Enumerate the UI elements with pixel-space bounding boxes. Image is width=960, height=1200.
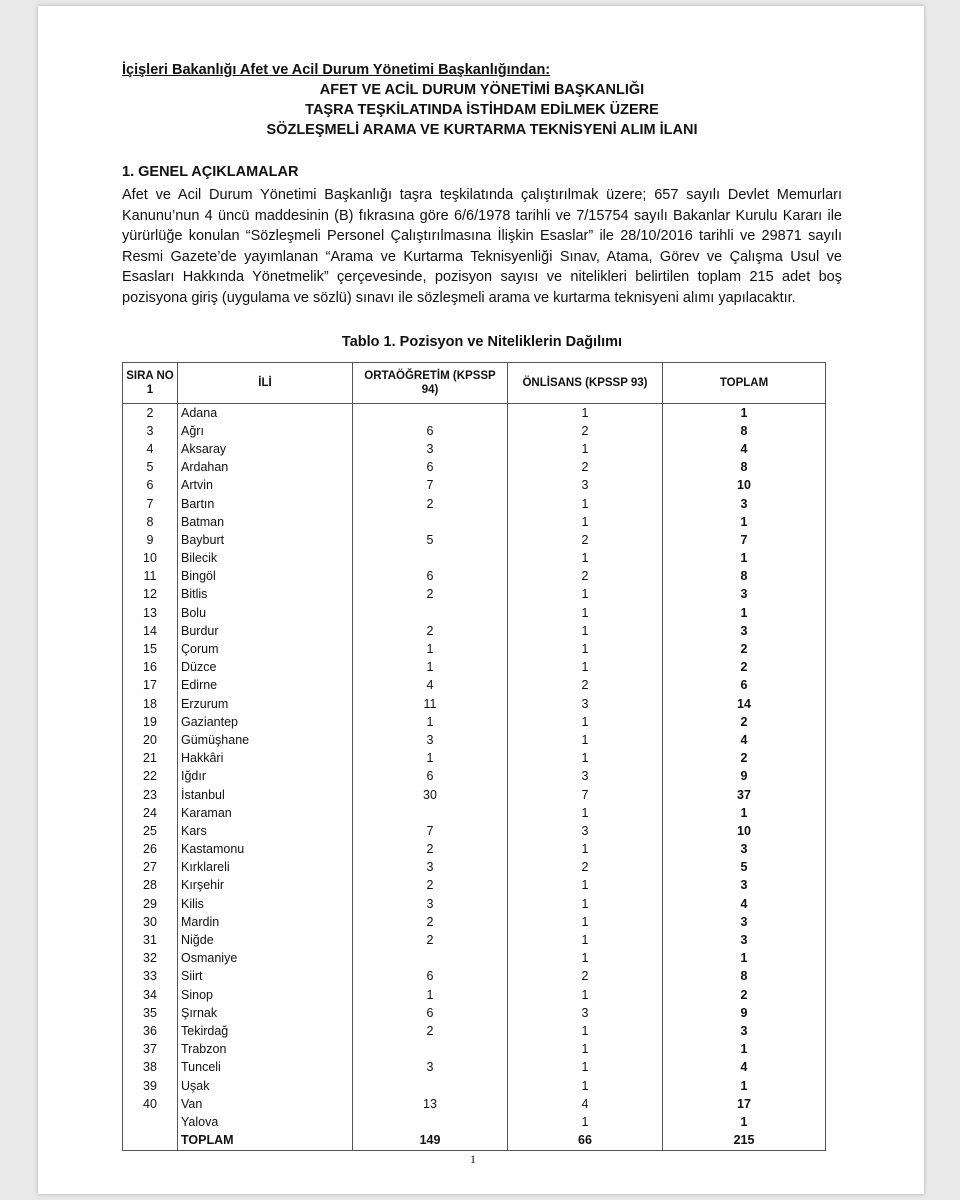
title-line-2: TAŞRA TEŞKİLATINDA İSTİHDAM EDİLMEK ÜZERE — [305, 102, 659, 118]
cell-il: Bilecik — [178, 550, 353, 568]
cell-il: Edirne — [178, 677, 353, 695]
table-row — [123, 459, 826, 477]
cell-sira-no: 24 — [123, 804, 178, 822]
cell-ortaogretim: 1 — [353, 640, 508, 658]
cell-sira-no: 26 — [123, 841, 178, 859]
cell-il: Hakkâri — [178, 750, 353, 768]
cell-toplam: 9 — [663, 768, 826, 786]
positions-table — [122, 362, 826, 1151]
cell-il: Trabzon — [178, 1041, 353, 1059]
cell-toplam: 17 — [663, 1095, 826, 1113]
cell-il: Ağrı — [178, 422, 353, 440]
cell-sira-no: 3 — [123, 422, 178, 440]
cell-il: Sinop — [178, 986, 353, 1004]
cell-toplam: 2 — [663, 713, 826, 731]
cell-onlisans: 2 — [508, 968, 663, 986]
cell-ortaogretim: 7 — [353, 822, 508, 840]
cell-sira-no: 7 — [123, 495, 178, 513]
cell-blank — [123, 1132, 178, 1151]
cell-ortaogretim — [353, 804, 508, 822]
cell-sira-no: 2 — [123, 404, 178, 423]
cell-toplam: 1 — [663, 950, 826, 968]
cell-toplam: 14 — [663, 695, 826, 713]
cell-ortaogretim: 30 — [353, 786, 508, 804]
cell-il: Bayburt — [178, 531, 353, 549]
cell-il: Bolu — [178, 604, 353, 622]
table-row — [123, 531, 826, 549]
cell-il: Osmaniye — [178, 950, 353, 968]
cell-il: Iğdır — [178, 768, 353, 786]
cell-toplam: 3 — [663, 1022, 826, 1040]
cell-toplam: 1 — [663, 1113, 826, 1131]
table-row — [123, 1077, 826, 1095]
cell-sira-no: 33 — [123, 968, 178, 986]
cell-toplam: 8 — [663, 968, 826, 986]
cell-ortaogretim: 6 — [353, 568, 508, 586]
total-toplam: 215 — [663, 1132, 826, 1151]
cell-onlisans: 1 — [508, 440, 663, 458]
cell-toplam: 10 — [663, 477, 826, 495]
table-caption: Tablo 1. Pozisyon ve Niteliklerin Dağılımı — [341, 334, 623, 350]
cell-onlisans: 1 — [508, 931, 663, 949]
table-row — [123, 913, 826, 931]
cell-toplam: 1 — [663, 404, 826, 423]
cell-sira-no: 18 — [123, 695, 178, 713]
cell-sira-no: 36 — [123, 1022, 178, 1040]
table-row — [123, 1113, 826, 1131]
cell-toplam: 1 — [663, 1077, 826, 1095]
table-row — [123, 931, 826, 949]
cell-onlisans: 3 — [508, 1004, 663, 1022]
cell-onlisans: 1 — [508, 986, 663, 1004]
table-row — [123, 786, 826, 804]
cell-toplam: 3 — [663, 841, 826, 859]
cell-toplam: 2 — [663, 659, 826, 677]
cell-onlisans: 2 — [508, 422, 663, 440]
cell-sira-no: 9 — [123, 531, 178, 549]
cell-il: Kırklareli — [178, 859, 353, 877]
cell-toplam: 8 — [663, 568, 826, 586]
header-ortaogretim: ORTAÖĞRETİM (KPSSP 94) — [353, 363, 508, 404]
table-row — [123, 622, 826, 640]
table-row — [123, 859, 826, 877]
cell-sira-no: 35 — [123, 1004, 178, 1022]
cell-il: İstanbul — [178, 786, 353, 804]
cell-toplam: 7 — [663, 531, 826, 549]
cell-ortaogretim: 5 — [353, 531, 508, 549]
cell-ortaogretim: 3 — [353, 731, 508, 749]
cell-sira-no: 5 — [123, 459, 178, 477]
table-row — [123, 568, 826, 586]
table-row — [123, 895, 826, 913]
cell-sira-no: 10 — [123, 550, 178, 568]
table-row — [123, 513, 826, 531]
cell-onlisans: 1 — [508, 950, 663, 968]
cell-toplam: 1 — [663, 513, 826, 531]
cell-il: Ardahan — [178, 459, 353, 477]
cell-ortaogretim: 3 — [353, 859, 508, 877]
cell-sira-no: 22 — [123, 768, 178, 786]
cell-il: Kars — [178, 822, 353, 840]
cell-il: Kastamonu — [178, 841, 353, 859]
cell-sira-no: 40 — [123, 1095, 178, 1113]
cell-onlisans: 1 — [508, 841, 663, 859]
table-row — [123, 495, 826, 513]
cell-sira-no: 29 — [123, 895, 178, 913]
cell-ortaogretim: 2 — [353, 1022, 508, 1040]
header-il: İLİ — [178, 363, 353, 404]
cell-toplam: 3 — [663, 913, 826, 931]
cell-ortaogretim: 2 — [353, 877, 508, 895]
cell-il: Bitlis — [178, 586, 353, 604]
cell-toplam: 2 — [663, 640, 826, 658]
cell-ortaogretim: 11 — [353, 695, 508, 713]
cell-il: Burdur — [178, 622, 353, 640]
cell-ortaogretim — [353, 550, 508, 568]
total-label: TOPLAM — [178, 1132, 353, 1151]
cell-toplam: 4 — [663, 731, 826, 749]
section-heading: 1. GENEL AÇIKLAMALAR — [122, 164, 299, 180]
cell-toplam: 3 — [663, 495, 826, 513]
cell-toplam: 9 — [663, 1004, 826, 1022]
cell-onlisans: 1 — [508, 640, 663, 658]
general-paragraph: Afet ve Acil Durum Yönetimi Başkanlığı taşra teşkilatında çalıştırılmak üzere; 657 sayılı Devlet Memurları Kanunu’nun 4 üncü maddesinin (B) fıkrasına göre 6/6/1978 tarihli ve 7/15754 sayılı Bakanlar Kurulu Kararı ile yürürlüğe konulan “Sözleşmeli Personel Çalıştırılmasına İlişkin Esaslar” ile 28/10/2016 tarihli ve 29871 sayılı Resmi Gazete’de yayımlanan “Arama ve Kurtarma Teknisyenliği Sınav, Atama, Görev ve Çalışma Usul ve Esasları Hakkında Yönetmelik” çerçevesinde, pozisyon sayısı ve nitelikleri belirtilen toplam 215 adet boş pozisyona giriş (uygulama ve sözlü) sınavı ile sözleşmeli arama ve kurtarma teknisyeni alımı yapılacaktır. — [122, 187, 842, 306]
cell-ortaogretim: 2 — [353, 586, 508, 604]
table-row — [123, 713, 826, 731]
cell-ortaogretim: 4 — [353, 677, 508, 695]
cell-il: Yalova — [178, 1113, 353, 1131]
table-row — [123, 1041, 826, 1059]
cell-sira-no: 27 — [123, 859, 178, 877]
cell-onlisans: 1 — [508, 713, 663, 731]
cell-sira-no: 14 — [123, 622, 178, 640]
cell-ortaogretim: 1 — [353, 659, 508, 677]
cell-ortaogretim: 6 — [353, 422, 508, 440]
cell-sira-no: 19 — [123, 713, 178, 731]
table-row — [123, 1059, 826, 1077]
cell-sira-no: 31 — [123, 931, 178, 949]
cell-il: Bingöl — [178, 568, 353, 586]
cell-ortaogretim: 1 — [353, 986, 508, 1004]
cell-sira-no: 6 — [123, 477, 178, 495]
cell-il: Adana — [178, 404, 353, 423]
cell-sira-no: 13 — [123, 604, 178, 622]
cell-onlisans: 2 — [508, 531, 663, 549]
cell-ortaogretim: 3 — [353, 440, 508, 458]
title-line-1: AFET VE ACİL DURUM YÖNETİMİ BAŞKANLIĞI — [319, 82, 645, 98]
table-row — [123, 659, 826, 677]
cell-toplam: 1 — [663, 804, 826, 822]
cell-ortaogretim: 3 — [353, 1059, 508, 1077]
cell-toplam: 6 — [663, 677, 826, 695]
cell-toplam: 3 — [663, 622, 826, 640]
cell-onlisans: 1 — [508, 1022, 663, 1040]
table-row — [123, 986, 826, 1004]
cell-onlisans: 1 — [508, 550, 663, 568]
cell-onlisans: 1 — [508, 495, 663, 513]
cell-sira-no: 15 — [123, 640, 178, 658]
cell-il: Mardin — [178, 913, 353, 931]
cell-sira-no: 30 — [123, 913, 178, 931]
table-row — [123, 677, 826, 695]
table-row — [123, 822, 826, 840]
cell-ortaogretim: 6 — [353, 768, 508, 786]
cell-il: Van — [178, 1095, 353, 1113]
cell-toplam: 1 — [663, 550, 826, 568]
table-row — [123, 477, 826, 495]
cell-onlisans: 2 — [508, 459, 663, 477]
cell-ortaogretim — [353, 404, 508, 423]
header-toplam: TOPLAM — [663, 363, 826, 404]
table-row — [123, 440, 826, 458]
cell-onlisans: 2 — [508, 677, 663, 695]
cell-onlisans: 1 — [508, 913, 663, 931]
cell-toplam: 2 — [663, 986, 826, 1004]
cell-ortaogretim — [353, 950, 508, 968]
cell-onlisans: 1 — [508, 1059, 663, 1077]
cell-il: Çorum — [178, 640, 353, 658]
cell-toplam: 8 — [663, 459, 826, 477]
cell-il: Şırnak — [178, 1004, 353, 1022]
cell-onlisans: 3 — [508, 477, 663, 495]
cell-il: Gaziantep — [178, 713, 353, 731]
cell-ortaogretim: 1 — [353, 713, 508, 731]
cell-onlisans: 1 — [508, 622, 663, 640]
cell-onlisans: 1 — [508, 877, 663, 895]
cell-onlisans: 1 — [508, 604, 663, 622]
cell-il: Kilis — [178, 895, 353, 913]
cell-onlisans: 1 — [508, 750, 663, 768]
cell-ortaogretim: 2 — [353, 622, 508, 640]
cell-toplam: 4 — [663, 895, 826, 913]
cell-ortaogretim: 6 — [353, 968, 508, 986]
cell-sira-no: 4 — [123, 440, 178, 458]
cell-ortaogretim: 6 — [353, 1004, 508, 1022]
cell-ortaogretim: 2 — [353, 495, 508, 513]
cell-toplam: 4 — [663, 440, 826, 458]
cell-ortaogretim: 2 — [353, 841, 508, 859]
title-line-3: SÖZLEŞMELİ ARAMA VE KURTARMA TEKNİSYENİ ALIM İLANI — [266, 122, 698, 138]
cell-toplam: 5 — [663, 859, 826, 877]
cell-toplam: 2 — [663, 750, 826, 768]
table-row — [123, 841, 826, 859]
table-row — [123, 604, 826, 622]
cell-onlisans: 1 — [508, 804, 663, 822]
table-row — [123, 695, 826, 713]
cell-toplam: 10 — [663, 822, 826, 840]
cell-sira-no: 39 — [123, 1077, 178, 1095]
table-row — [123, 768, 826, 786]
header-sira: SIRA NO 1 — [123, 363, 178, 404]
cell-sira-no: 37 — [123, 1041, 178, 1059]
cell-il: Niğde — [178, 931, 353, 949]
table-row — [123, 731, 826, 749]
cell-onlisans: 4 — [508, 1095, 663, 1113]
cell-toplam: 8 — [663, 422, 826, 440]
cell-il: Aksaray — [178, 440, 353, 458]
table-row — [123, 877, 826, 895]
table-row — [123, 1095, 826, 1113]
table-row — [123, 804, 826, 822]
cell-sira-no: 17 — [123, 677, 178, 695]
cell-toplam: 37 — [663, 786, 826, 804]
cell-onlisans: 1 — [508, 586, 663, 604]
cell-il: Artvin — [178, 477, 353, 495]
cell-toplam: 3 — [663, 877, 826, 895]
cell-onlisans: 1 — [508, 1077, 663, 1095]
cell-il: Bartın — [178, 495, 353, 513]
cell-sira-no: 28 — [123, 877, 178, 895]
cell-onlisans: 2 — [508, 859, 663, 877]
cell-il: Düzce — [178, 659, 353, 677]
cell-ortaogretim — [353, 604, 508, 622]
total-onlisans: 66 — [508, 1132, 663, 1151]
cell-il: Kırşehir — [178, 877, 353, 895]
total-row — [123, 1132, 826, 1151]
cell-onlisans: 1 — [508, 404, 663, 423]
cell-ortaogretim: 1 — [353, 750, 508, 768]
cell-il: Erzurum — [178, 695, 353, 713]
cell-onlisans: 1 — [508, 731, 663, 749]
cell-toplam: 4 — [663, 1059, 826, 1077]
cell-onlisans: 2 — [508, 568, 663, 586]
cell-toplam: 3 — [663, 586, 826, 604]
table-row — [123, 750, 826, 768]
cell-sira-no: 38 — [123, 1059, 178, 1077]
table-row — [123, 1004, 826, 1022]
table-row — [123, 586, 826, 604]
cell-ortaogretim — [353, 1077, 508, 1095]
cell-ortaogretim: 2 — [353, 913, 508, 931]
cell-toplam: 3 — [663, 931, 826, 949]
table-row — [123, 1022, 826, 1040]
header-onlisans: ÖNLİSANS (KPSSP 93) — [508, 363, 663, 404]
cell-ortaogretim: 13 — [353, 1095, 508, 1113]
cell-onlisans: 1 — [508, 659, 663, 677]
table-row — [123, 550, 826, 568]
institution-line: İçişleri Bakanlığı Afet ve Acil Durum Yönetimi Başkanlığından: — [122, 62, 551, 78]
cell-ortaogretim: 2 — [353, 931, 508, 949]
cell-sira-no: 20 — [123, 731, 178, 749]
cell-il: Siirt — [178, 968, 353, 986]
total-ortaogretim: 149 — [353, 1132, 508, 1151]
table-row — [123, 422, 826, 440]
cell-onlisans: 1 — [508, 513, 663, 531]
cell-ortaogretim: 7 — [353, 477, 508, 495]
cell-il: Karaman — [178, 804, 353, 822]
cell-ortaogretim: 6 — [353, 459, 508, 477]
cell-il: Batman — [178, 513, 353, 531]
table-header-row — [123, 363, 826, 404]
cell-onlisans: 1 — [508, 895, 663, 913]
cell-onlisans: 3 — [508, 768, 663, 786]
cell-onlisans: 3 — [508, 822, 663, 840]
cell-il: Tunceli — [178, 1059, 353, 1077]
cell-onlisans: 1 — [508, 1041, 663, 1059]
table-row — [123, 404, 826, 423]
table-row — [123, 640, 826, 658]
document-heading — [122, 60, 842, 140]
cell-sira-no: 21 — [123, 750, 178, 768]
cell-sira-no: 12 — [123, 586, 178, 604]
cell-il: Tekirdağ — [178, 1022, 353, 1040]
table-row — [123, 968, 826, 986]
cell-sira-no: 16 — [123, 659, 178, 677]
cell-il: Gümüşhane — [178, 731, 353, 749]
cell-toplam: 1 — [663, 1041, 826, 1059]
cell-onlisans: 1 — [508, 1113, 663, 1131]
cell-sira-no: 8 — [123, 513, 178, 531]
page-number: 1 — [470, 1152, 476, 1166]
table-row — [123, 950, 826, 968]
cell-ortaogretim — [353, 1113, 508, 1131]
cell-ortaogretim — [353, 1041, 508, 1059]
cell-sira-no: 34 — [123, 986, 178, 1004]
cell-sira-no — [123, 1113, 178, 1131]
cell-ortaogretim — [353, 513, 508, 531]
cell-toplam: 1 — [663, 604, 826, 622]
cell-ortaogretim: 3 — [353, 895, 508, 913]
cell-sira-no: 23 — [123, 786, 178, 804]
cell-sira-no: 32 — [123, 950, 178, 968]
cell-il: Uşak — [178, 1077, 353, 1095]
cell-onlisans: 3 — [508, 695, 663, 713]
cell-sira-no: 11 — [123, 568, 178, 586]
cell-onlisans: 7 — [508, 786, 663, 804]
cell-sira-no: 25 — [123, 822, 178, 840]
